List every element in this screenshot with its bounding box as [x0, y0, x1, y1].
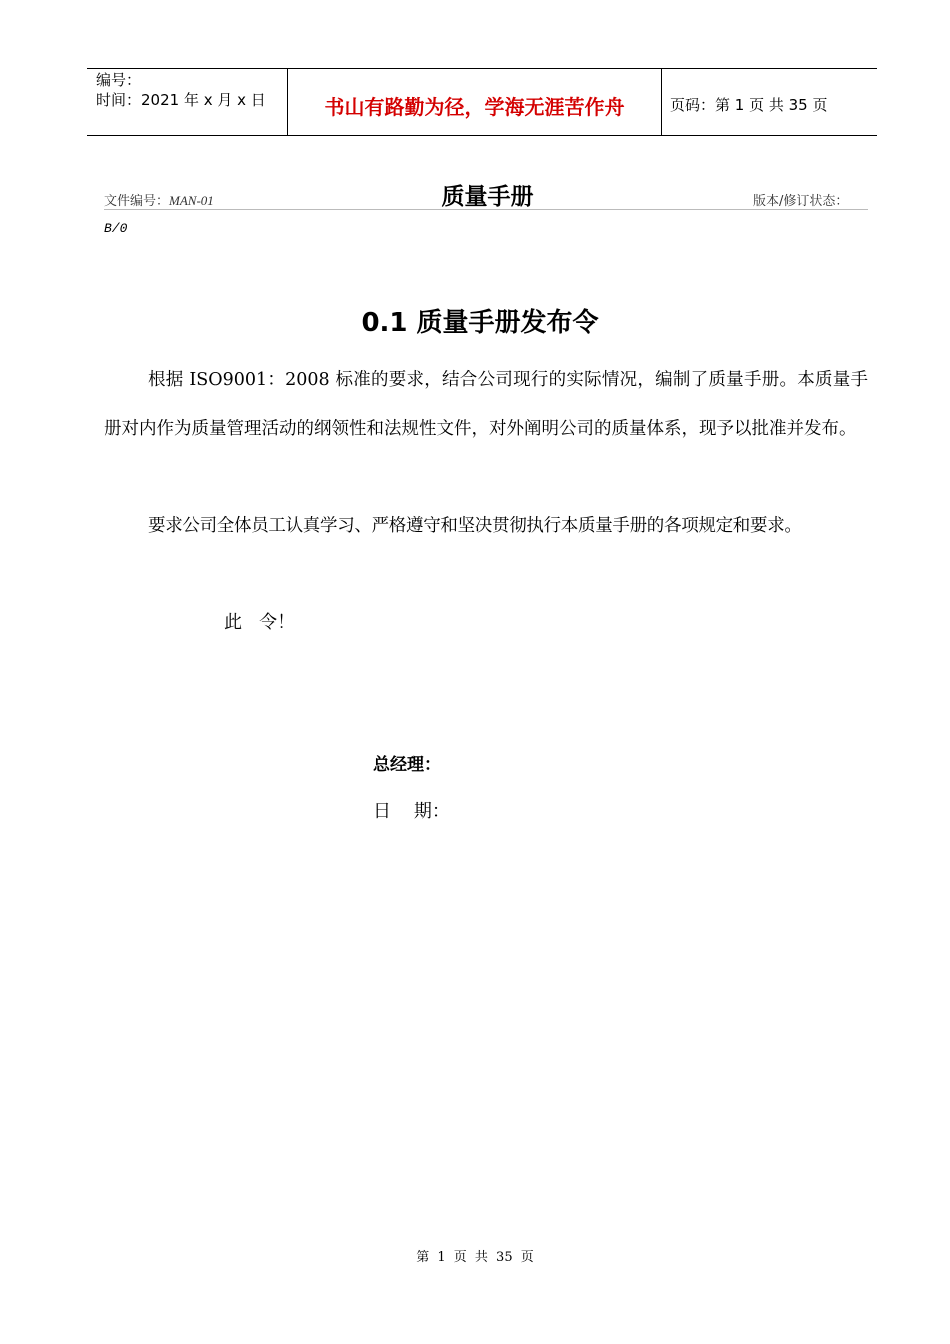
time-label: 时间：2021 年 x 月 x 日: [96, 91, 266, 109]
header-motto-cell: [288, 69, 662, 135]
section-title: 0.1 质量手册发布令: [361, 308, 599, 338]
file-number-value: MAN-01: [169, 193, 214, 208]
body-paragraph-2: 要求公司全体员工认真学习、严格遵守和坚决贯彻执行本质量手册的各项规定和要求。: [148, 516, 802, 536]
general-manager-label: 总经理：: [373, 755, 441, 775]
document-header-table: [87, 68, 877, 136]
manual-title: 质量手册: [441, 184, 534, 210]
page-footer: 第 1 页 共 35 页: [416, 1250, 534, 1265]
header-left-cell: [87, 69, 288, 135]
motto-text: 书山有路勤为径，学海无涯苦作舟: [324, 95, 625, 119]
revision-value: B/0: [104, 221, 128, 236]
order-text: 此 令！: [224, 612, 296, 633]
date-label: 日 期：: [373, 801, 450, 822]
file-number-label: 文件编号：: [104, 194, 170, 209]
revision-label: 版本/修订状态：: [753, 194, 849, 209]
meta-divider: [104, 209, 868, 210]
body-paragraph-1: 根据 ISO9001：2008 标准的要求，结合公司现行的实际情况，编制了质量手册。本质量手册对内作为质量管理活动的纲领性和法规性文件，对外阐明公司的质量体系，现予以批准并发布。: [104, 370, 868, 439]
header-page-cell: [662, 69, 877, 135]
doc-number-label: 编号：: [96, 71, 142, 89]
header-page-info: 页码：第 1 页 共 35 页: [670, 96, 828, 114]
